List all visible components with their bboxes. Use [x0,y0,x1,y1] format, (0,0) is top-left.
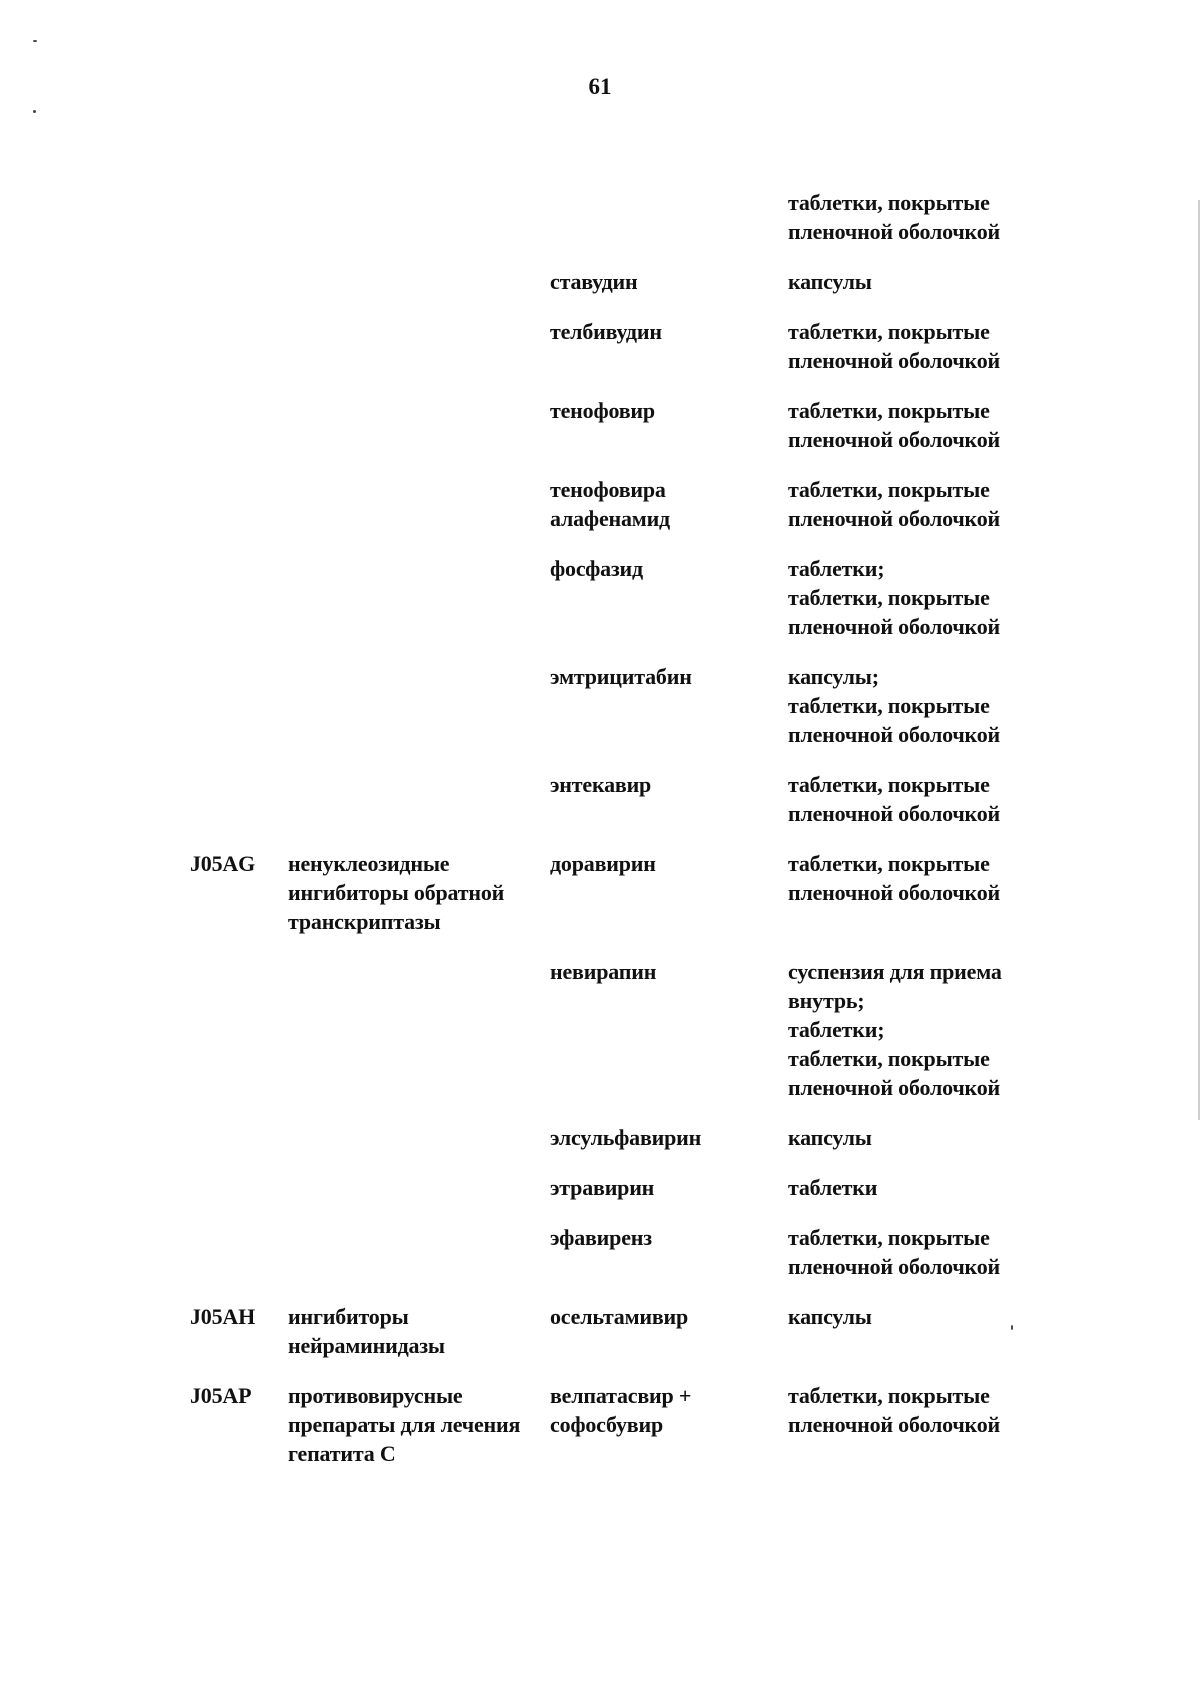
table-row [0,1173,1200,1223]
table-row [0,554,1200,662]
drug-name: этравирин [550,1175,655,1200]
drug-name: элсульфавирин [550,1125,702,1150]
dosage-form: капсулы [788,269,872,294]
drug-name: доравирин [550,851,656,876]
table-row [0,317,1200,396]
table-row [0,1302,1200,1381]
dosage-form: таблетки, покрытые пленочной оболочкой [788,1225,1001,1279]
drug-name: ставудин [550,269,638,294]
scan-speck [33,110,36,113]
table-row [0,475,1200,554]
table-row [0,662,1200,770]
scan-speck [33,40,37,42]
atc-code: J05AH [190,1304,256,1329]
dosage-form: таблетки, покрытые пленочной оболочкой [788,477,1001,531]
drug-name: эмтрицитабин [550,664,692,689]
drug-name: велпатасвир + софосбувир [550,1383,692,1437]
dosage-form: таблетки, покрытые пленочной оболочкой [788,190,1001,244]
pharmacological-group: ингибиторы нейраминидазы [288,1304,445,1358]
dosage-form: таблетки [788,1175,878,1200]
dosage-form: капсулы [788,1304,872,1329]
dosage-form: таблетки, покрытые пленочной оболочкой [788,319,1001,373]
dosage-form: капсулы [788,1125,872,1150]
table-row [0,770,1200,849]
dosage-form: таблетки; таблетки, покрытые пленочной оболочкой [788,556,1001,639]
atc-code: J05AP [190,1383,252,1408]
drug-name: невирапин [550,959,657,984]
page-number: 61 [588,74,612,99]
drug-name: фосфазид [550,556,643,581]
drug-name: осельтамивир [550,1304,689,1329]
pharmacological-group: ненуклеозидные ингибиторы обратной транскриптазы [288,851,505,934]
table-row [0,1123,1200,1173]
table-row [0,849,1200,957]
drug-name: телбивудин [550,319,662,344]
drug-name: энтекавир [550,772,652,797]
dosage-form: капсулы; таблетки, покрытые пленочной оболочкой [788,664,1001,747]
drug-name: тенофовир [550,398,655,423]
table-row [0,957,1200,1123]
table-row [0,267,1200,317]
pharmacological-group: противовирусные препараты для лечения гепатита С [288,1383,521,1466]
dosage-form: таблетки, покрытые пленочной оболочкой [788,772,1001,826]
table-row [0,396,1200,475]
dosage-form: таблетки, покрытые пленочной оболочкой [788,1383,1001,1437]
medication-table [0,188,1200,1489]
drug-name: тенофовира алафенамид [550,477,670,531]
drug-name: эфавиренз [550,1225,652,1250]
table-row [0,1223,1200,1302]
atc-code: J05AG [190,851,256,876]
dosage-form: таблетки, покрытые пленочной оболочкой [788,851,1001,905]
table-row [0,1381,1200,1489]
table-row [0,188,1200,267]
dosage-form: суспензия для приема внутрь; таблетки; таблетки, покрытые пленочной оболочкой [788,959,1002,1100]
dosage-form: таблетки, покрытые пленочной оболочкой [788,398,1001,452]
